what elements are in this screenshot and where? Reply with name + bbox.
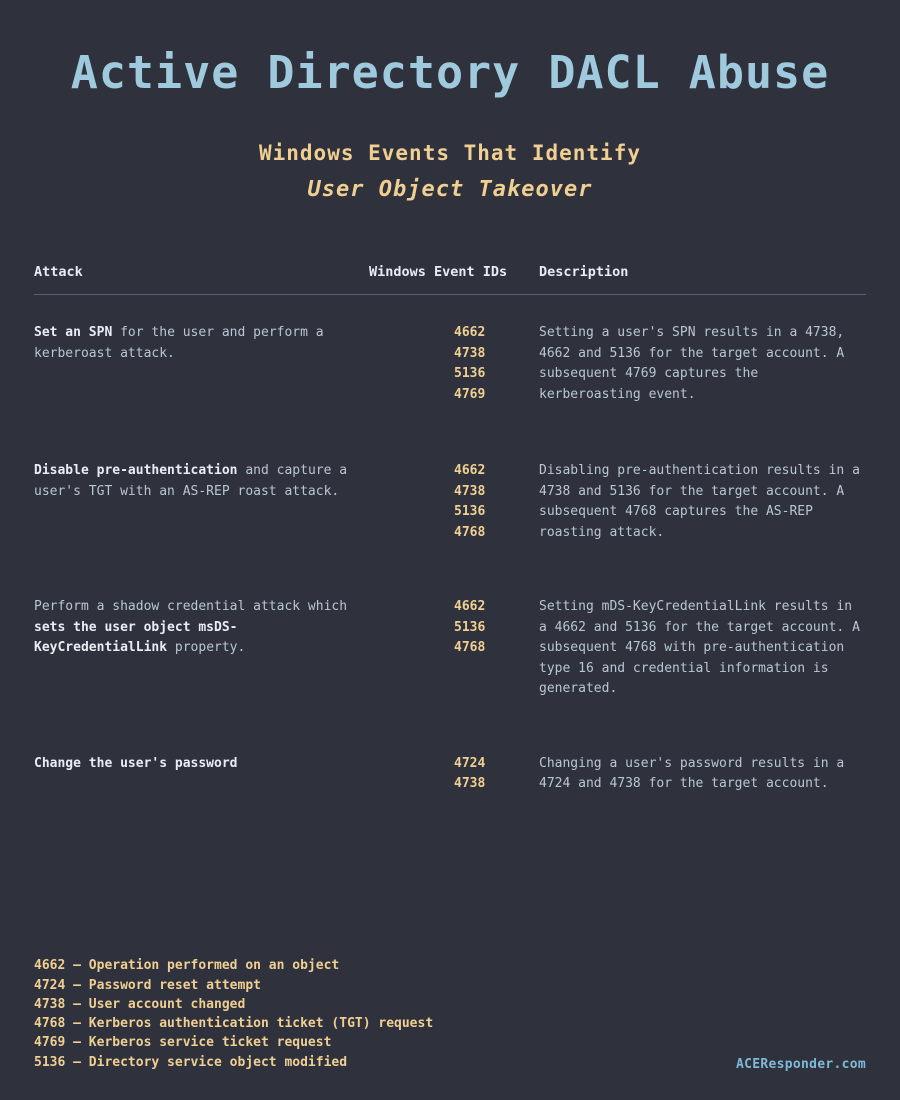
event-id: 5136 (454, 619, 486, 635)
table-row (34, 295, 866, 405)
event-id: 4768 (454, 524, 486, 540)
attack-table (34, 264, 866, 795)
events-cell (369, 754, 539, 795)
event-id: 4662 (454, 463, 486, 478)
attack-emphasis: sets the user object msDS-KeyCredentialLink (34, 619, 238, 655)
event-id: 4738 (454, 345, 486, 361)
attack-emphasis: Change the user's password (34, 755, 238, 771)
column-header-events: Windows Event IDs (369, 264, 508, 280)
legend-item: 4662 — Operation performed on an object (34, 958, 340, 974)
column-header-attack: Attack (34, 264, 83, 280)
brand-watermark: ACEResponder.com (735, 1057, 866, 1072)
legend-item: 4724 — Password reset attempt (34, 977, 261, 993)
description-cell: Setting a user's SPN results in a 4738, 4662 and 5136 for the target account. A subsequent 4769 captures the kerberoasting event. (539, 325, 845, 402)
event-id: 4662 (454, 325, 486, 340)
legend-item: 4738 — User account changed (34, 996, 246, 1012)
row-spacer (34, 543, 866, 569)
legend-item: 4768 — Kerberos authentication ticket (TGT) request (34, 1016, 434, 1032)
event-id: 4724 (454, 755, 486, 771)
table-header-row (34, 264, 866, 295)
attack-cell (34, 754, 369, 795)
attack-text: Perform a shadow credential attack which (34, 599, 348, 614)
legend-item: 4769 — Kerberos service ticket request (34, 1035, 332, 1051)
attack-text-suffix: property. (167, 640, 246, 655)
attack-cell (34, 597, 369, 700)
table-row (34, 726, 866, 795)
subtitle-block (34, 138, 866, 207)
event-id: 5136 (454, 504, 486, 519)
table-row (34, 433, 866, 543)
attack-text: for the user and perform a kerberoast attack. (34, 325, 324, 361)
description-cell: Changing a user's password results in a 4724 and 4738 for the target account. (539, 755, 845, 791)
event-id: 4769 (454, 386, 486, 402)
attack-emphasis: Set an SPN (34, 325, 113, 340)
description-cell: Setting mDS-KeyCredentialLink results in a 4662 and 5136 for the target account. A subsequent 4768 with pre-authentication type 16 and credential information is generated. (539, 599, 860, 696)
event-id: 4662 (454, 599, 486, 614)
attack-cell (34, 323, 369, 405)
event-id: 4738 (454, 776, 486, 791)
attack-text: and capture a user's TGT with an AS-REP roast attack. (34, 463, 348, 499)
table-row (34, 569, 866, 700)
description-cell: Disabling pre-authentication results in a 4738 and 5136 for the target account. A subsequent 4768 captures the AS-REP roasting attack. (539, 463, 860, 540)
column-header-description: Description (539, 264, 629, 280)
page-title: Active Directory DACL Abuse (70, 46, 830, 99)
subtitle-line-1: Windows Events That Identify (258, 140, 641, 165)
subtitle-line-2: User Object Takeover (307, 177, 593, 202)
events-cell (369, 461, 539, 543)
event-id: 4768 (454, 640, 486, 655)
event-id: 5136 (454, 366, 486, 381)
attack-cell (34, 461, 369, 543)
events-cell (369, 597, 539, 700)
row-spacer (34, 405, 866, 433)
event-id-legend (34, 956, 433, 1072)
attack-emphasis: Disable pre-authentication (34, 463, 238, 478)
events-cell (369, 323, 539, 405)
event-id: 4738 (454, 483, 486, 499)
row-spacer (34, 700, 866, 726)
legend-item: 5136 — Directory service object modified (34, 1054, 348, 1070)
